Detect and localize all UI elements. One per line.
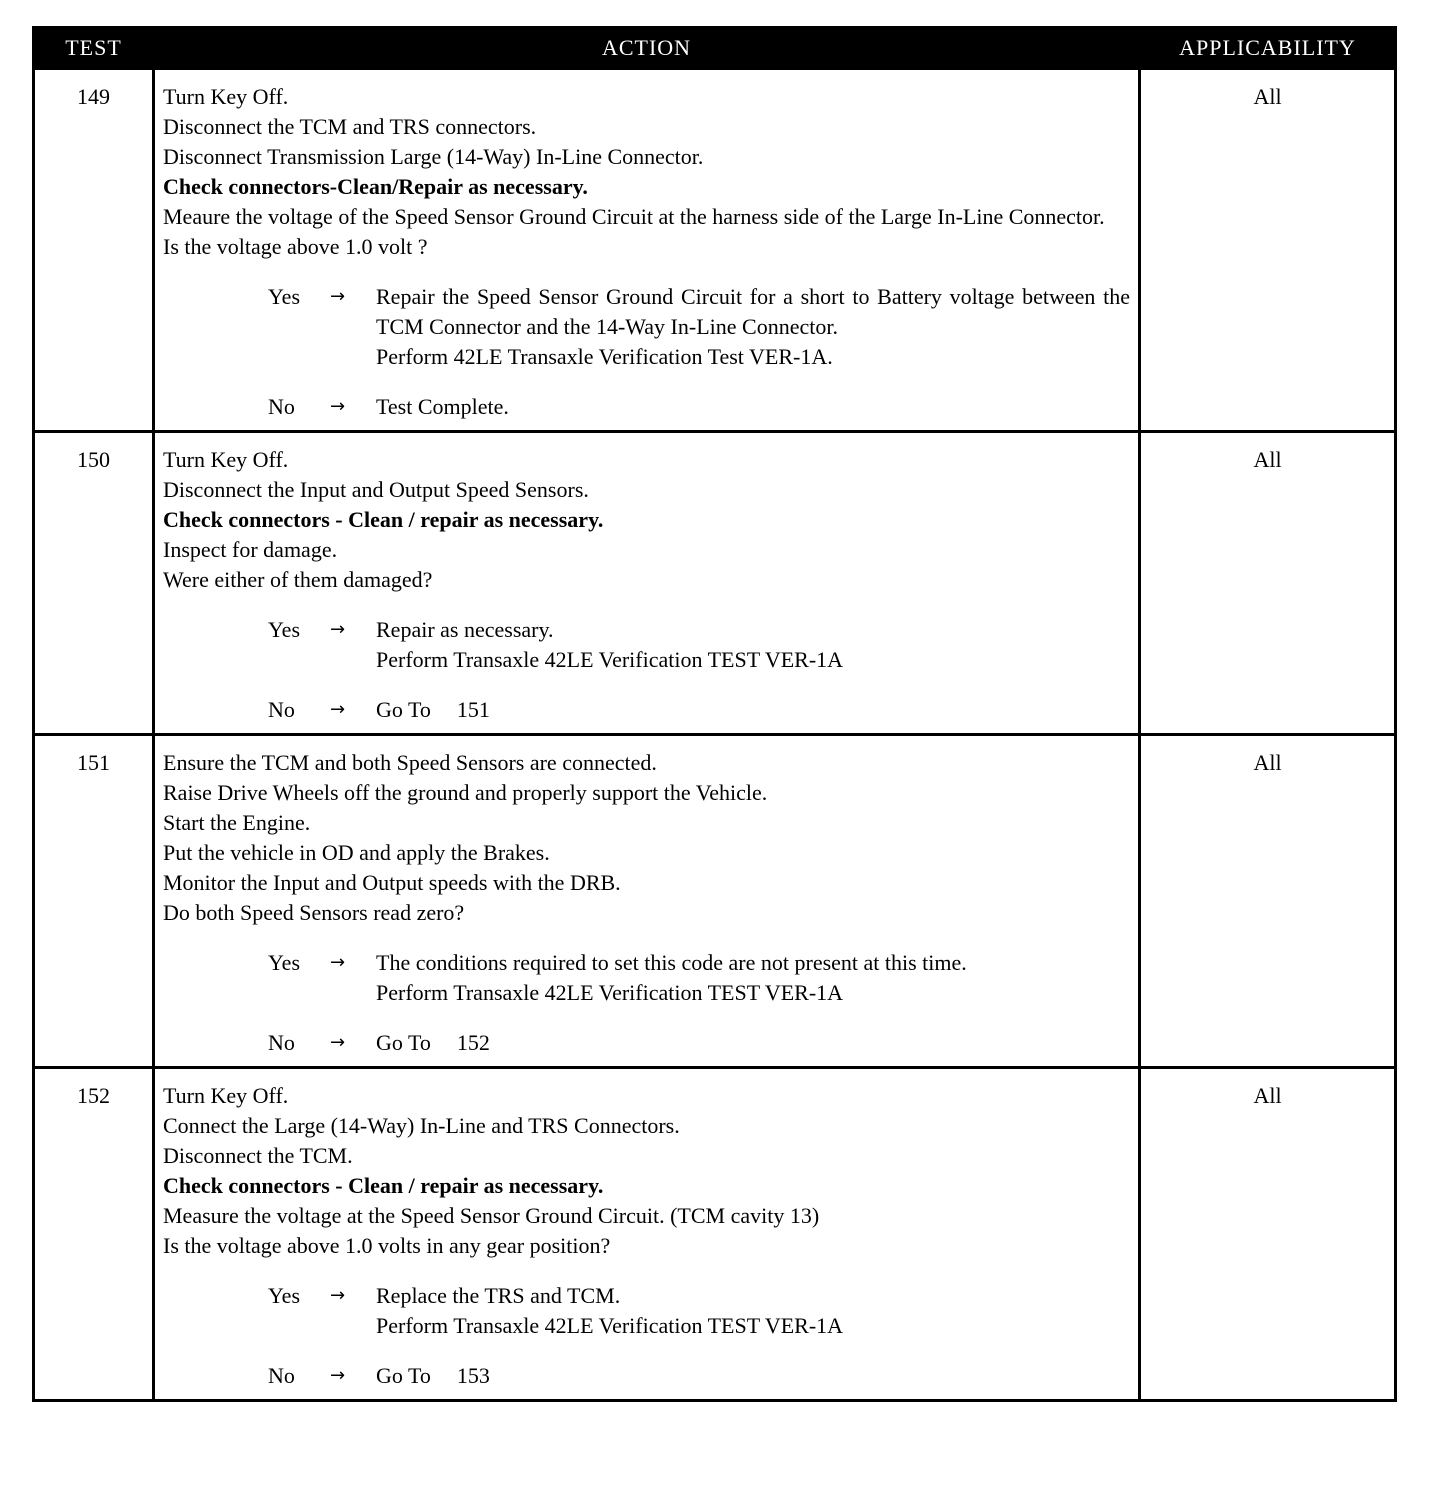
action-step: Start the Engine. bbox=[163, 810, 311, 835]
test-number: 149 bbox=[34, 69, 154, 432]
table-body bbox=[34, 69, 1396, 1401]
action-step: Turn Key Off. bbox=[163, 1083, 289, 1108]
yes-result-line: Repair as necessary. bbox=[376, 617, 554, 642]
goto-test-number: 152 bbox=[456, 1030, 490, 1055]
action-step: Is the voltage above 1.0 volt ? bbox=[163, 234, 428, 259]
no-result bbox=[376, 695, 1130, 725]
action-step: Ensure the TCM and both Speed Sensors are connected. bbox=[163, 750, 657, 775]
no-label: No bbox=[268, 1030, 295, 1055]
action-step: Disconnect the TCM and TRS connectors. bbox=[163, 114, 537, 139]
action-cell bbox=[154, 432, 1140, 735]
yes-label: Yes bbox=[268, 284, 301, 309]
action-cell bbox=[154, 1068, 1140, 1401]
action-step: Were either of them damaged? bbox=[163, 567, 433, 592]
yes-result bbox=[376, 615, 1130, 675]
no-result bbox=[376, 1361, 1130, 1391]
yes-outcome bbox=[268, 948, 1130, 1008]
goto-test-number: 153 bbox=[456, 1363, 490, 1388]
action-cell bbox=[154, 69, 1140, 432]
diagnostic-test-table bbox=[32, 26, 1397, 1402]
applicability: All bbox=[1140, 432, 1396, 735]
no-outcome bbox=[268, 695, 1130, 725]
test-number: 150 bbox=[34, 432, 154, 735]
goto-test-number: 151 bbox=[456, 697, 490, 722]
diagnostic-page bbox=[32, 26, 1394, 1402]
header-action: ACTION bbox=[154, 28, 1140, 69]
yes-result-line: The conditions required to set this code are not present at this time. bbox=[376, 950, 967, 975]
yes-result-line: Perform Transaxle 42LE Verification TEST VER-1A bbox=[376, 1313, 844, 1338]
action-steps bbox=[163, 445, 1130, 595]
yes-result-line: Perform Transaxle 42LE Verification TEST VER-1A bbox=[376, 980, 844, 1005]
action-steps bbox=[163, 82, 1130, 262]
action-step: Disconnect the Input and Output Speed Sensors. bbox=[163, 477, 589, 502]
right-arrow-icon: → bbox=[330, 699, 346, 720]
yes-result bbox=[376, 282, 1130, 372]
action-step-emphasis: Check connectors-Clean/Repair as necessary. bbox=[163, 174, 588, 199]
right-arrow-icon: → bbox=[330, 952, 346, 973]
table-row-152 bbox=[34, 1068, 1396, 1401]
action-step: Do both Speed Sensors read zero? bbox=[163, 900, 465, 925]
action-step: Disconnect Transmission Large (14-Way) In-Line Connector. bbox=[163, 144, 704, 169]
action-step: Turn Key Off. bbox=[163, 447, 289, 472]
yes-result-line: Replace the TRS and TCM. bbox=[376, 1283, 621, 1308]
yes-result-line: Repair the Speed Sensor Ground Circuit for a short to Battery voltage between the TCM Connector and the 14-Way In-Line Connector. bbox=[376, 284, 1130, 339]
action-steps bbox=[163, 748, 1130, 928]
table-row-149 bbox=[34, 69, 1396, 432]
applicability: All bbox=[1140, 69, 1396, 432]
action-steps bbox=[163, 1081, 1130, 1261]
no-outcome bbox=[268, 1028, 1130, 1058]
action-step: Measure the voltage at the Speed Sensor Ground Circuit. (TCM cavity 13) bbox=[163, 1203, 820, 1228]
no-result-text: Go To bbox=[376, 1363, 431, 1388]
no-label: No bbox=[268, 1363, 295, 1388]
action-step-emphasis: Check connectors - Clean / repair as necessary. bbox=[163, 1173, 604, 1198]
action-step: Raise Drive Wheels off the ground and properly support the Vehicle. bbox=[163, 780, 768, 805]
table-header bbox=[34, 28, 1396, 69]
action-step: Meaure the voltage of the Speed Sensor Ground Circuit at the harness side of the Large In-Line Connector. bbox=[163, 204, 1105, 229]
right-arrow-icon: → bbox=[330, 396, 346, 417]
action-step: Connect the Large (14-Way) In-Line and TRS Connectors. bbox=[163, 1113, 680, 1138]
table-row-150 bbox=[34, 432, 1396, 735]
action-step: Disconnect the TCM. bbox=[163, 1143, 353, 1168]
action-step: Inspect for damage. bbox=[163, 537, 338, 562]
yes-outcome bbox=[268, 282, 1130, 372]
action-step: Monitor the Input and Output speeds with the DRB. bbox=[163, 870, 621, 895]
test-number: 152 bbox=[34, 1068, 154, 1401]
header-test: TEST bbox=[34, 28, 154, 69]
yes-label: Yes bbox=[268, 1283, 301, 1308]
no-outcome bbox=[268, 1361, 1130, 1391]
yes-outcome bbox=[268, 615, 1130, 675]
right-arrow-icon: → bbox=[330, 1365, 346, 1386]
no-label: No bbox=[268, 394, 295, 419]
no-result-text: Go To bbox=[376, 1030, 431, 1055]
no-outcome bbox=[268, 392, 1130, 422]
applicability: All bbox=[1140, 1068, 1396, 1401]
table-row-151 bbox=[34, 735, 1396, 1068]
action-cell bbox=[154, 735, 1140, 1068]
action-step: Is the voltage above 1.0 volts in any gear position? bbox=[163, 1233, 611, 1258]
no-result bbox=[376, 392, 1130, 422]
yes-result bbox=[376, 1281, 1130, 1341]
action-step: Put the vehicle in OD and apply the Brakes. bbox=[163, 840, 550, 865]
no-result-text: Test Complete. bbox=[376, 394, 509, 419]
yes-label: Yes bbox=[268, 950, 301, 975]
applicability: All bbox=[1140, 735, 1396, 1068]
yes-label: Yes bbox=[268, 617, 301, 642]
header-row bbox=[34, 28, 1396, 69]
no-result-text: Go To bbox=[376, 697, 431, 722]
right-arrow-icon: → bbox=[330, 1285, 346, 1306]
yes-outcome bbox=[268, 1281, 1130, 1341]
no-label: No bbox=[268, 697, 295, 722]
test-number: 151 bbox=[34, 735, 154, 1068]
right-arrow-icon: → bbox=[330, 619, 346, 640]
yes-result-line: Perform Transaxle 42LE Verification TEST VER-1A bbox=[376, 647, 844, 672]
action-step-emphasis: Check connectors - Clean / repair as necessary. bbox=[163, 507, 604, 532]
yes-result bbox=[376, 948, 1130, 1008]
no-result bbox=[376, 1028, 1130, 1058]
right-arrow-icon: → bbox=[330, 286, 346, 307]
right-arrow-icon: → bbox=[330, 1032, 346, 1053]
header-applicability: APPLICABILITY bbox=[1140, 28, 1396, 69]
yes-result-line: Perform 42LE Transaxle Verification Test VER-1A. bbox=[376, 344, 833, 369]
action-step: Turn Key Off. bbox=[163, 84, 289, 109]
